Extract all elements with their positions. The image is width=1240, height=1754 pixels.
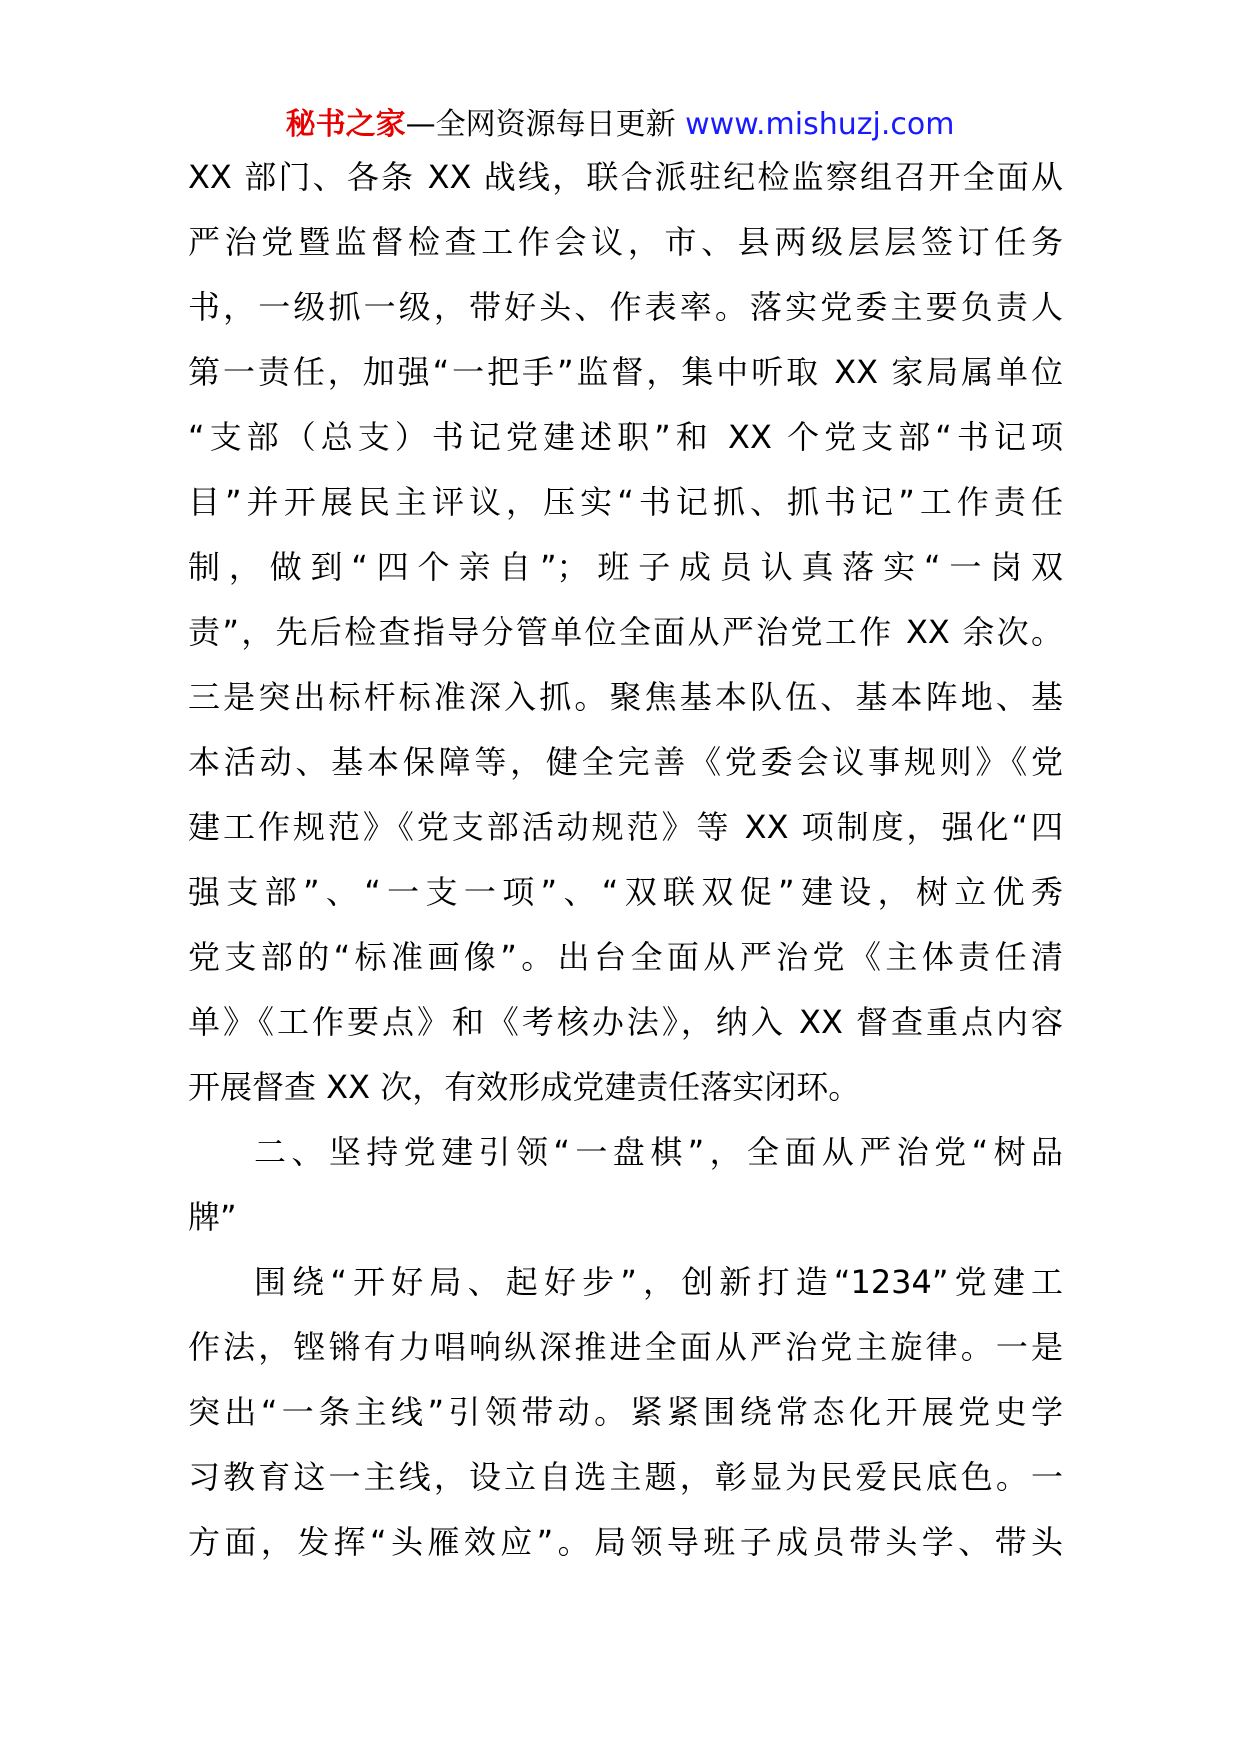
text-line: 党支部的“标准画像”。出台全面从严治党《主体责任清	[188, 938, 1063, 976]
text-line: 书，一级抓一级，带好头、作表率。落实党委主要负责人	[188, 288, 1063, 326]
text-line: 本活动、基本保障等，健全完善《党委会议事规则》《党	[188, 743, 1063, 781]
text-line: 建工作规范》《党支部活动规范》等 XX 项制度，强化“四	[188, 808, 1063, 846]
document-body	[188, 145, 1063, 1575]
text-line: 突出“一条主线”引领带动。紧紧围绕常态化开展党史学	[188, 1393, 1063, 1431]
text-line: 习教育这一主线，设立自选主题，彰显为民爱民底色。一	[188, 1458, 1063, 1496]
text-line: 制，做到“四个亲自”；班子成员认真落实“一岗双	[188, 548, 1063, 586]
text-line: 严治党暨监督检查工作会议，市、县两级层层签订任务	[188, 223, 1063, 261]
text-line: 目”并开展民主评议，压实“书记抓、抓书记”工作责任	[188, 483, 1063, 521]
website-link[interactable]: www.mishuzj.com	[685, 107, 955, 142]
section-heading-end: 牌”	[188, 1198, 237, 1236]
banner-tagline: —全网资源每日更新	[405, 107, 686, 142]
text-line: 强支部”、“一支一项”、“双联双促”建设，树立优秀	[188, 873, 1063, 911]
text-line: 作法，铿锵有力唱响纵深推进全面从严治党主旋律。一是	[188, 1328, 1063, 1366]
section-heading: 二、坚持党建引领“一盘棋”，全面从严治党“树品	[254, 1133, 1063, 1171]
text-line: 方面，发挥“头雁效应”。局领导班子成员带头学、带头	[188, 1523, 1063, 1561]
text-line: 三是突出标杆标准深入抓。聚焦基本队伍、基本阵地、基	[188, 678, 1063, 716]
text-line: 单》《工作要点》和《考核办法》，纳入 XX 督查重点内容	[188, 1003, 1063, 1041]
site-banner	[0, 100, 1240, 150]
text-line: 围绕“开好局、起好步”，创新打造“1234”党建工	[254, 1263, 1063, 1301]
text-line: “支部（总支）书记党建述职”和 XX 个党支部“书记项	[188, 418, 1063, 456]
brand-name: 秘书之家	[285, 107, 406, 142]
text-line: XX 部门、各条 XX 战线，联合派驻纪检监察组召开全面从	[188, 158, 1063, 196]
text-line: 责”，先后检查指导分管单位全面从严治党工作 XX 余次。	[188, 613, 1063, 651]
text-line: 第一责任，加强“一把手”监督，集中听取 XX 家局属单位	[188, 353, 1063, 391]
text-line: 开展督查 XX 次，有效形成党建责任落实闭环。	[188, 1068, 861, 1106]
